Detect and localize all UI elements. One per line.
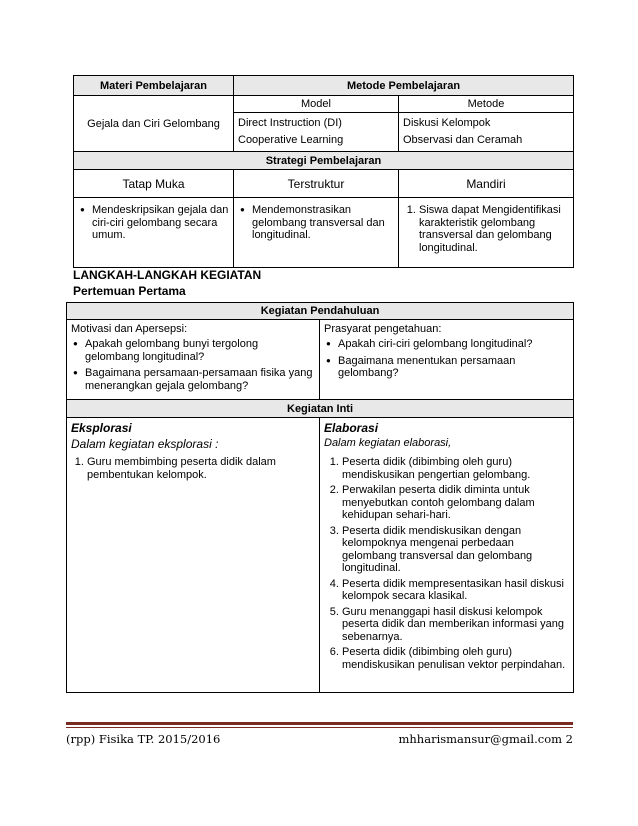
eksplorasi-cell [67, 418, 320, 693]
list-item: ● Mendeskripsikan gejala dan ciri-ciri gelombang secara umum. [92, 204, 229, 242]
motivasi-label: Motivasi dan Apersepsi: [71, 323, 188, 335]
strategi-header: Strategi Pembelajaran [74, 152, 574, 170]
model-item: Cooperative Learning [238, 134, 344, 146]
footer-rule-thin [66, 727, 573, 728]
list-item: ● Apakah gelombang bunyi tergolong gelombang longitudinal? [85, 338, 315, 363]
list-item: ● Apakah ciri-ciri gelombang longitudinal? [338, 338, 569, 351]
mandiri-cell [399, 198, 574, 268]
pendahuluan-header: Kegiatan Pendahuluan [67, 303, 574, 320]
materi-value: Gejala dan Ciri Gelombang [74, 96, 234, 152]
elaborasi-title: Elaborasi [324, 421, 379, 435]
list-item: 2. Perwakilan peserta didik diminta untuk menyebutkan contoh gelombang dalam kehidupan sehari-hari. [342, 484, 569, 522]
list-item: 1. Guru membimbing peserta didik dalam pembentukan kelompok. [87, 456, 315, 481]
elaborasi-subtitle: Dalam kegiatan elaborasi, [324, 437, 452, 449]
inti-header: Kegiatan Inti [67, 400, 574, 418]
prasyarat-label: Prasyarat pengetahuan: [324, 323, 442, 335]
method-item: Observasi dan Ceramah [403, 134, 523, 146]
sub-heading: Pertemuan Pertama [73, 284, 186, 298]
list-item: 1. Peserta didik (dibimbing oleh guru) mendiskusikan pengertian gelombang. [342, 456, 569, 481]
list-item: 1. Siswa dapat Mengidentifikasi karakteristik gelombang transversal dan gelombang longitudinal. [419, 204, 569, 254]
list-item: 6. Peserta didik (dibimbing oleh guru) mendiskusikan penulisan vektor perpindahan. [342, 646, 569, 671]
list-item: ● Mendemonstrasikan gelombang transversal dan longitudinal. [252, 204, 394, 242]
terstruktur-cell [234, 198, 399, 268]
list-item: ● Bagaimana menentukan persamaan gelombang? [338, 355, 569, 380]
model-subheader: Model [234, 96, 399, 113]
col-mandiri: Mandiri [399, 170, 574, 198]
tatap-muka-cell [74, 198, 234, 268]
materi-header: Materi Pembelajaran [74, 76, 234, 96]
list-item: 5. Guru menanggapi hasil diskusi kelompok peserta didik dan memberikan informasi yang sebenarnya. [342, 606, 569, 644]
motivasi-cell [67, 320, 320, 400]
model-item: Direct Instruction (DI) [238, 117, 342, 129]
method-list [399, 113, 574, 152]
section-heading: LANGKAH-LANGKAH KEGIATAN [73, 268, 262, 282]
metode-subheader: Metode [399, 96, 574, 113]
footer-document-title: (rpp) Fisika TP. 2015/2016 [66, 732, 221, 746]
model-list [234, 113, 399, 152]
footer-email-page: mhharismansur@gmail.com 2 [398, 732, 573, 746]
col-tatap-muka: Tatap Muka [74, 170, 234, 198]
elaborasi-cell [320, 418, 574, 693]
materi-metode-table [73, 75, 574, 268]
eksplorasi-title: Eksplorasi [71, 421, 132, 435]
method-item: Diskusi Kelompok [403, 117, 491, 129]
kegiatan-table [66, 302, 574, 693]
list-item: 3. Peserta didik mendiskusikan dengan kelompoknya mengenai perbedaan gelombang transversal dan gelombang longitudinal. [342, 525, 569, 575]
col-terstruktur: Terstruktur [234, 170, 399, 198]
list-item: 4. Peserta didik mempresentasikan hasil diskusi kelompok secara klasikal. [342, 578, 569, 603]
list-item: ● Bagaimana persamaan-persamaan fisika yang menerangkan gejala gelombang? [85, 367, 315, 392]
prasyarat-cell [320, 320, 574, 400]
eksplorasi-subtitle: Dalam kegiatan eksplorasi : [71, 437, 219, 451]
footer-rule [66, 722, 573, 725]
metode-header: Metode Pembelajaran [234, 76, 574, 96]
